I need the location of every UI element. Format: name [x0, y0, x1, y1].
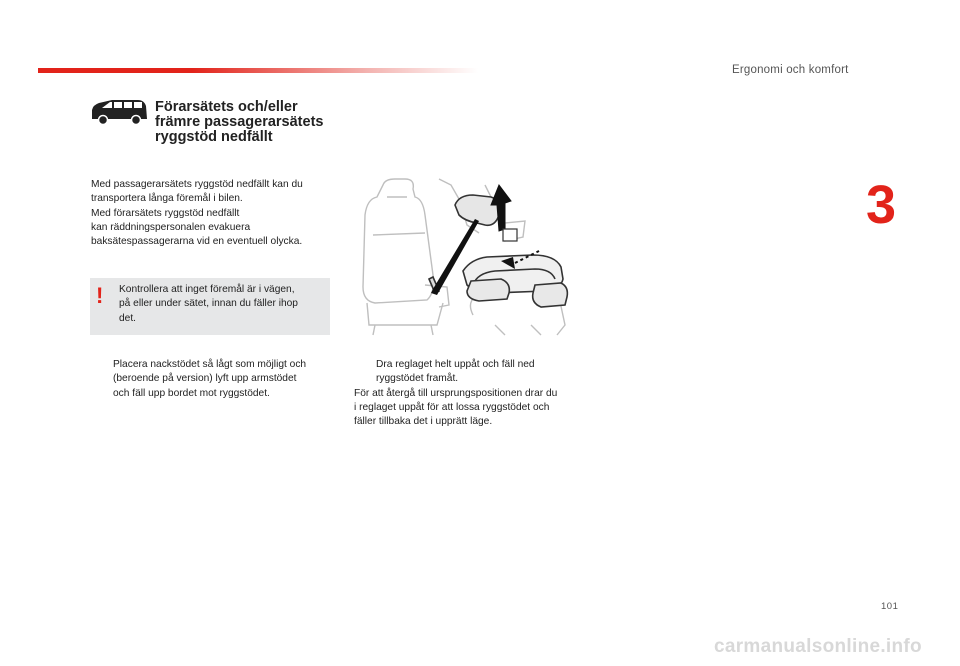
warning-line: Kontrollera att inget föremål är i vägen,: [119, 284, 295, 295]
followup-line: fäller tillbaka det i upprätt läge.: [354, 416, 493, 428]
intro-line: Med passagerarsätets ryggstöd nedfällt kan du: [91, 179, 303, 190]
intro-line: Med förarsätets ryggstöd nedfällt: [91, 207, 240, 219]
van-icon: [90, 98, 148, 126]
step-2-item: [354, 358, 589, 387]
page-number: 101: [881, 601, 899, 612]
heading-line: Förarsätets och/eller: [155, 99, 298, 115]
step-line: Dra reglaget helt uppåt och fäll ned: [376, 359, 535, 370]
step-line: Placera nackstödet så lågt som möjligt och: [113, 359, 307, 370]
heading-line: ryggstöd nedfällt: [155, 129, 273, 145]
intro-line: baksätespassagerarna vid en eventuell olycka.: [91, 236, 303, 248]
header-accent-bar: [38, 68, 478, 73]
warning-line: det.: [119, 312, 136, 324]
followup-line: För att återgå till ursprungspositionen drar du: [354, 387, 558, 399]
heading-line: främre passagerarsätets: [155, 114, 324, 130]
intro-line: kan räddningspersonalen evakuera: [91, 221, 251, 233]
chapter-number: 3: [866, 175, 897, 235]
step-line: (beroende på version) lyft upp armstödet: [113, 373, 297, 385]
intro-line: transportera långa föremål i bilen.: [91, 193, 243, 205]
warning-icon: !: [96, 283, 104, 308]
step-1-item: [91, 358, 341, 401]
warning-text: [119, 283, 324, 326]
step-line: och fäll upp bordet mot ryggstödet.: [113, 387, 270, 399]
followup-line: i reglaget uppåt för att lossa ryggstödet och: [354, 401, 550, 413]
page-heading: [155, 100, 355, 145]
step-line: ryggstödet framåt.: [376, 373, 459, 385]
warning-line: på eller under sätet, innan du fäller ihop: [119, 298, 298, 310]
intro-paragraph: [91, 178, 341, 249]
step-2: [354, 358, 589, 429]
section-title: Ergonomi och komfort: [732, 64, 849, 76]
step-1: [91, 358, 341, 401]
watermark: carmanualsonline.info: [714, 636, 922, 657]
seat-illustration: [355, 175, 575, 340]
